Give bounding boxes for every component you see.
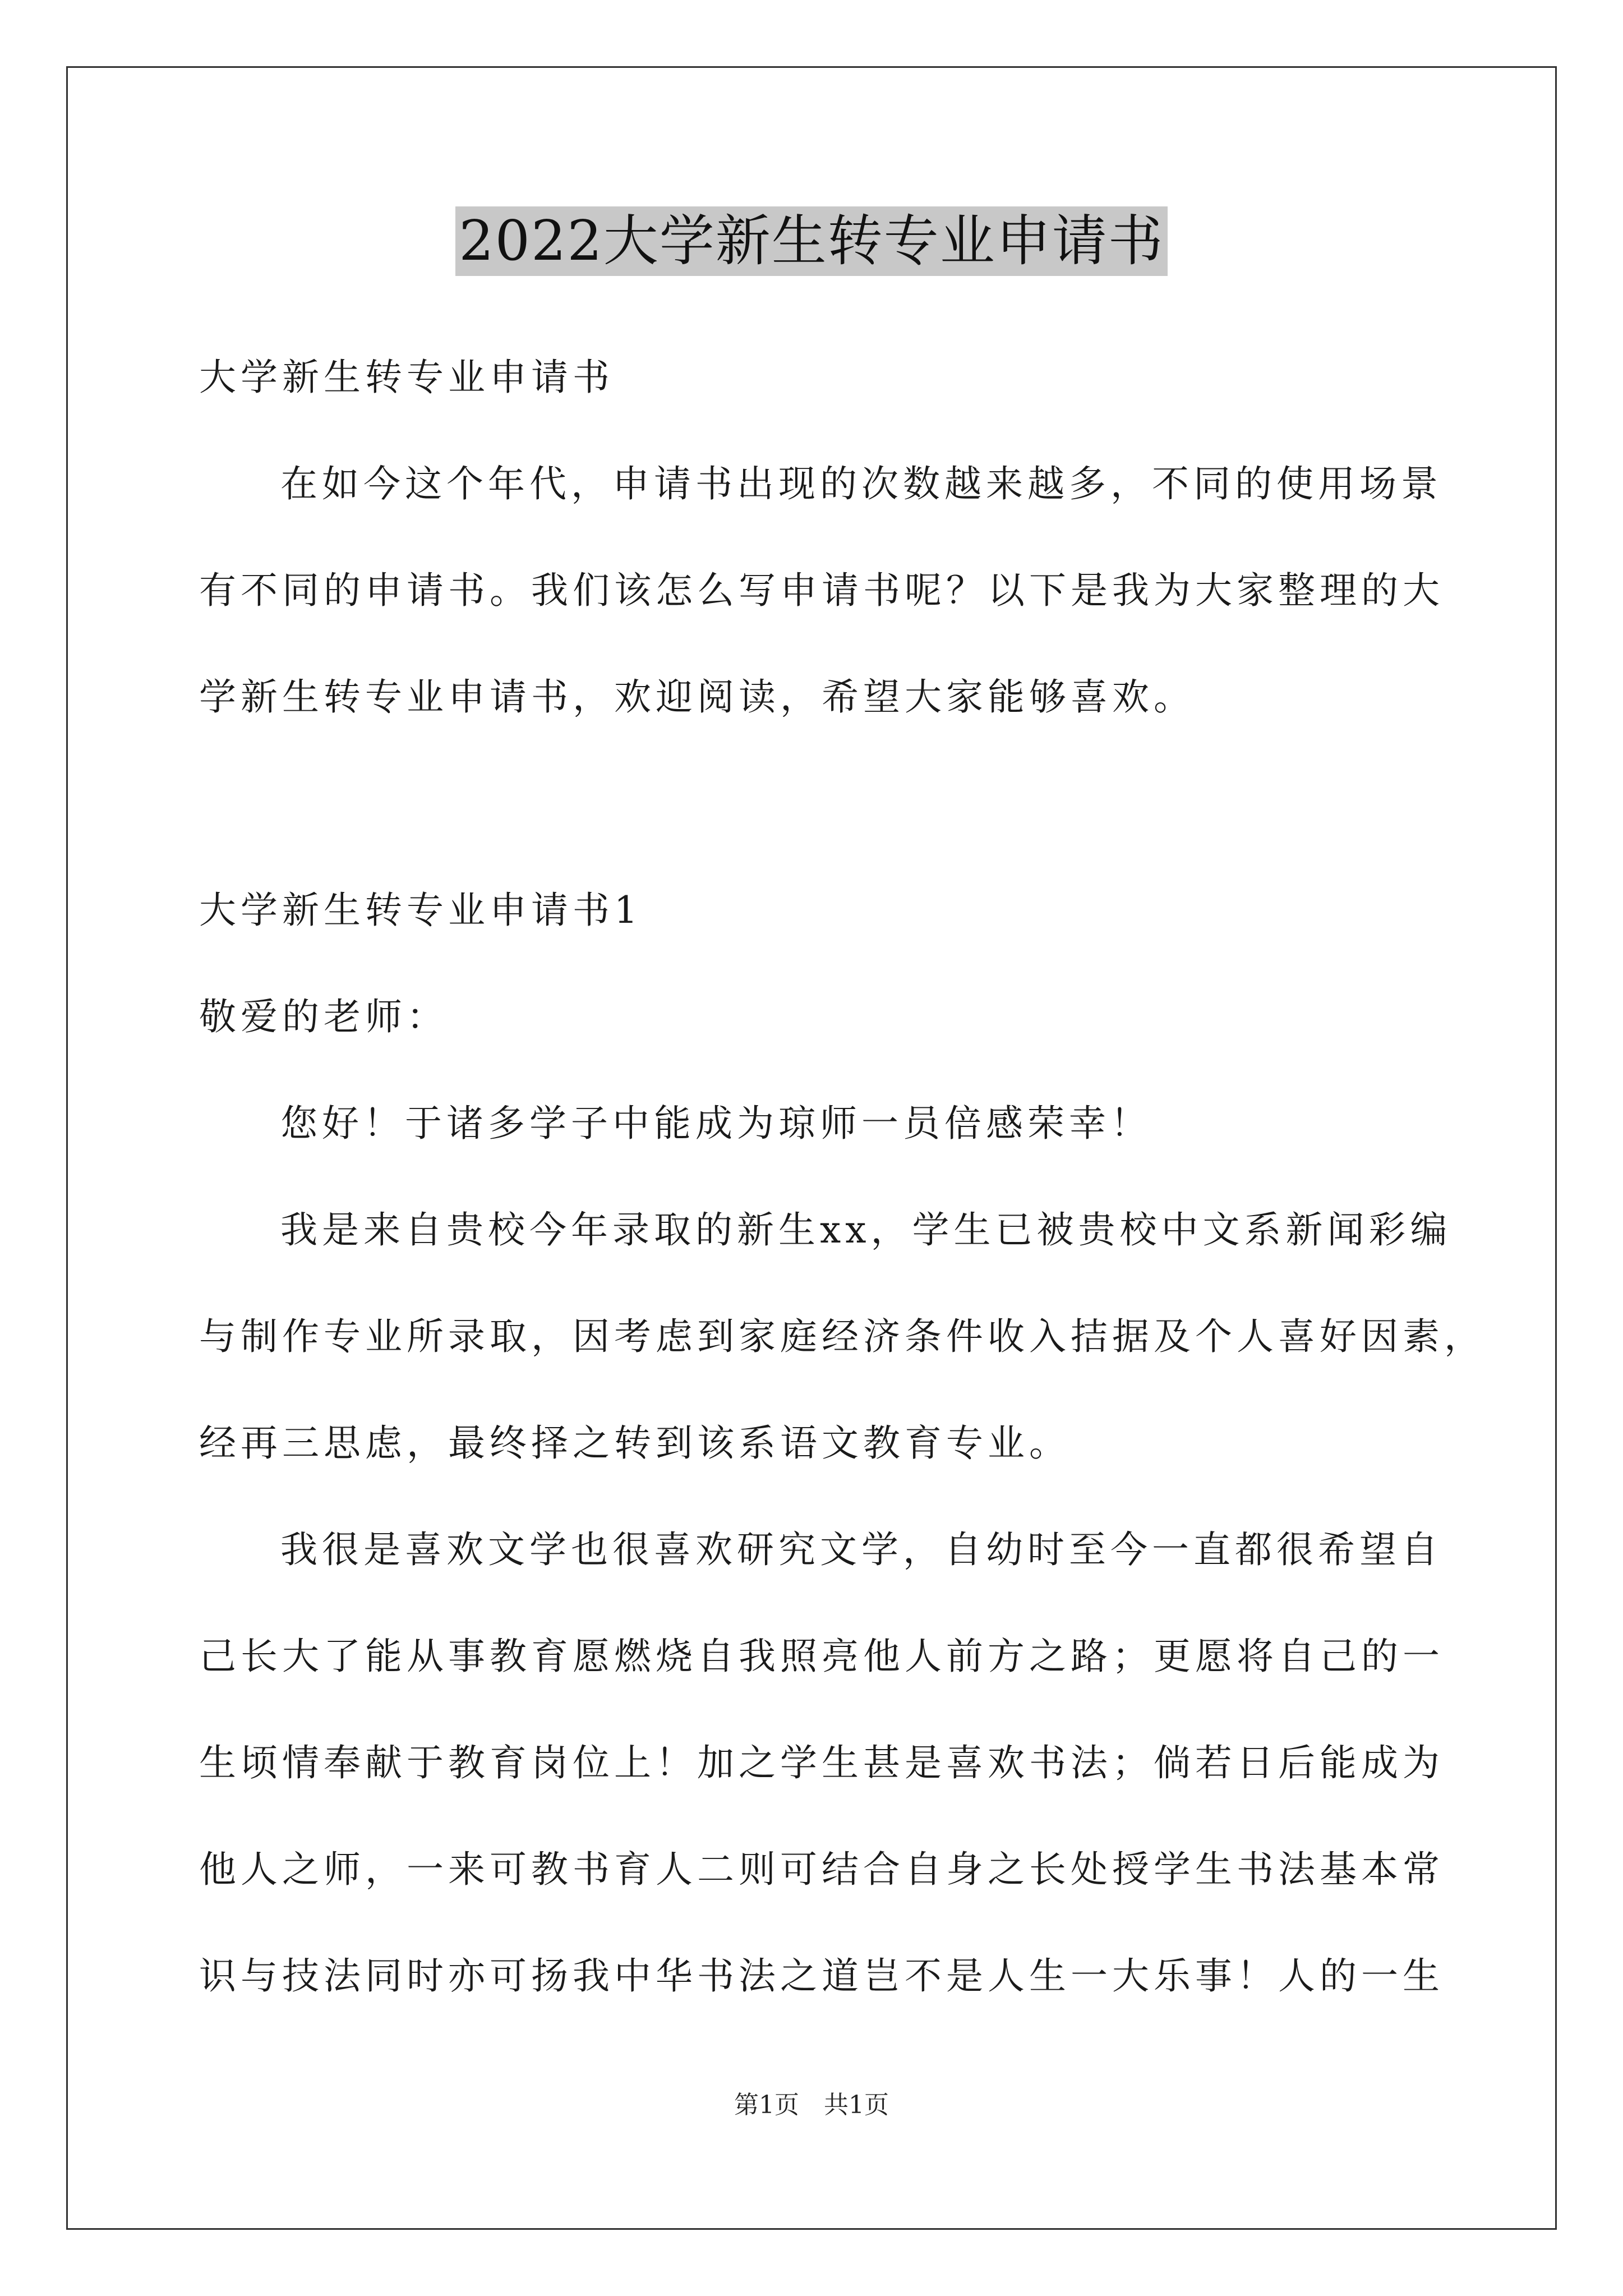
paragraph1-line-1: 我是来自贵校今年录取的新生xx，学生已被贵校中文系新闻彩编 — [280, 1208, 1452, 1251]
paragraph1-line-3: 经再三思虑，最终择之转到该系语文教育专业。 — [199, 1421, 1071, 1465]
paragraph1-line-2: 与制作专业所录取，因考虑到家庭经济条件收入拮据及个人喜好因素， — [199, 1315, 1486, 1358]
page-number-label: 第1页 共1页 — [734, 2091, 889, 2119]
title-container — [0, 206, 1623, 276]
paragraph2-line-3: 生顷情奉献于教育岗位上！加之学生甚是喜欢书法；倘若日后能成为 — [199, 1741, 1444, 1784]
paragraph2-line-2: 己长大了能从事教育愿燃烧自我照亮他人前方之路；更愿将自己的一 — [199, 1635, 1444, 1678]
intro-line-3: 学新生转专业申请书，欢迎阅读，希望大家能够喜欢。 — [199, 675, 1195, 719]
paragraph2-line-4: 他人之师，一来可教书育人二则可结合自身之长处授学生书法基本常 — [199, 1848, 1444, 1891]
document-subtitle: 大学新生转专业申请书 — [199, 356, 614, 399]
greeting-line: 您好！于诸多学子中能成为琼师一员倍感荣幸！ — [280, 1102, 1152, 1145]
paragraph2-line-5: 识与技法同时亦可扬我中华书法之道岂不是人生一大乐事！人的一生 — [199, 1954, 1444, 1998]
document-title: 2022大学新生转专业申请书 — [455, 206, 1167, 276]
salutation: 敬爱的老师： — [199, 995, 448, 1038]
section-heading: 大学新生转专业申请书1 — [199, 889, 642, 932]
intro-line-2: 有不同的申请书。我们该怎么写申请书呢？以下是我为大家整理的大 — [199, 569, 1444, 612]
paragraph2-line-1: 我很是喜欢文学也很喜欢研究文学，自幼时至今一直都很希望自 — [280, 1528, 1442, 1571]
page-footer — [0, 2085, 1623, 2120]
intro-line-1: 在如今这个年代，申请书出现的次数越来越多，不同的使用场景 — [280, 462, 1442, 505]
